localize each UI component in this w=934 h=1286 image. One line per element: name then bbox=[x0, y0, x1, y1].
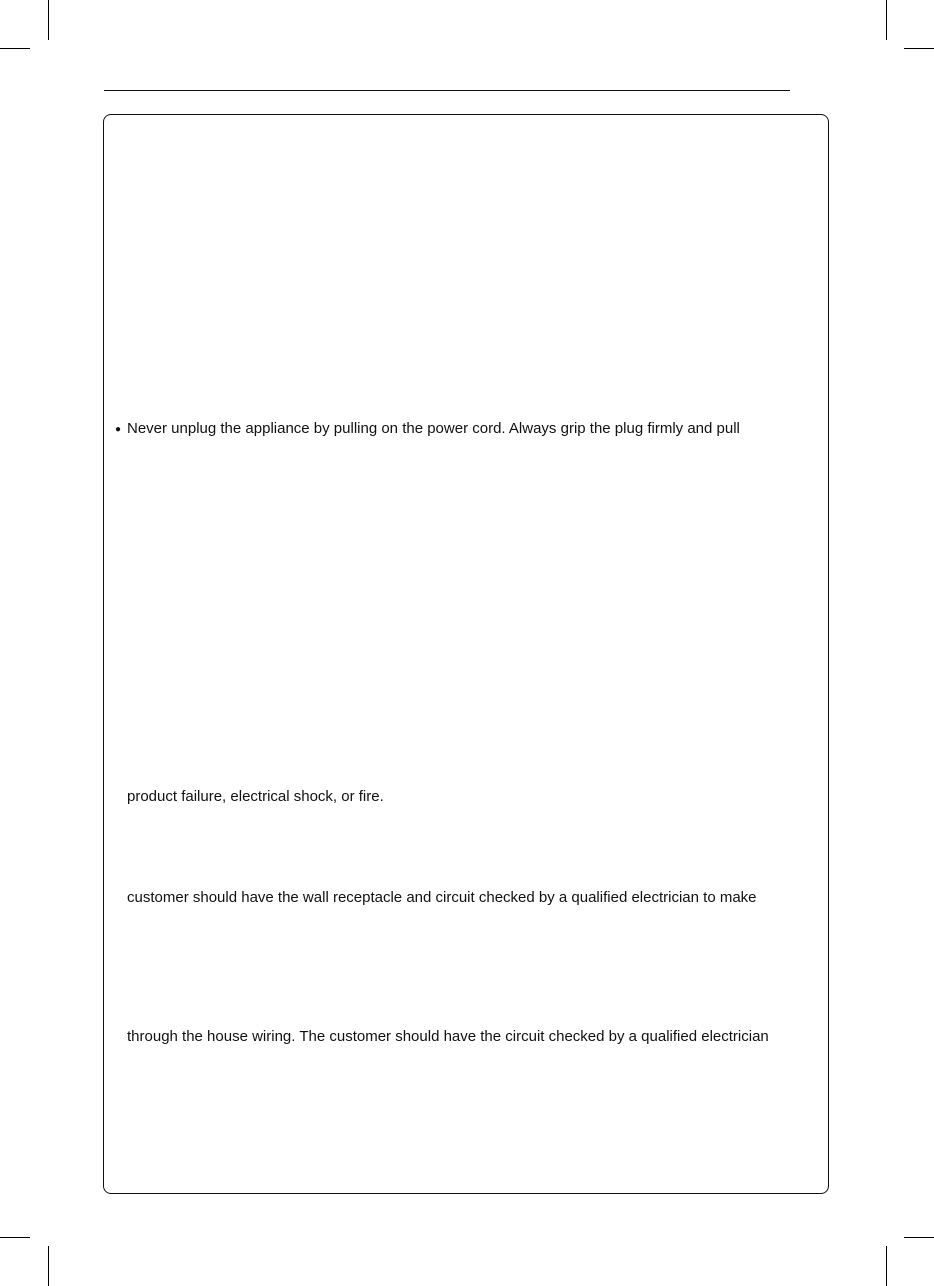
product-failure-line: product failure, electrical shock, or fire. bbox=[127, 788, 384, 805]
customer-receptacle-line: customer should have the wall receptacle and circuit checked by a qualified electrician to make bbox=[127, 889, 757, 906]
house-wiring-line: through the house wiring. The customer should have the circuit checked by a qualified electrician bbox=[127, 1028, 769, 1045]
crop-mark-top-right-horizontal bbox=[904, 48, 934, 49]
crop-mark-bottom-right-horizontal bbox=[904, 1237, 934, 1238]
crop-mark-top-left-horizontal bbox=[0, 48, 30, 49]
crop-mark-bottom-left-horizontal bbox=[0, 1237, 30, 1238]
unplug-warning-line bbox=[115, 420, 740, 439]
crop-mark-top-left-vertical bbox=[48, 0, 49, 40]
crop-mark-top-right-vertical bbox=[886, 0, 887, 40]
crop-mark-bottom-left-vertical bbox=[48, 1246, 49, 1286]
bullet-icon: ● bbox=[115, 424, 122, 435]
header-rule bbox=[104, 90, 790, 91]
unplug-warning-text: Never unplug the appliance by pulling on the power cord. Always grip the plug firmly and pull bbox=[127, 420, 740, 437]
crop-mark-bottom-right-vertical bbox=[886, 1246, 887, 1286]
